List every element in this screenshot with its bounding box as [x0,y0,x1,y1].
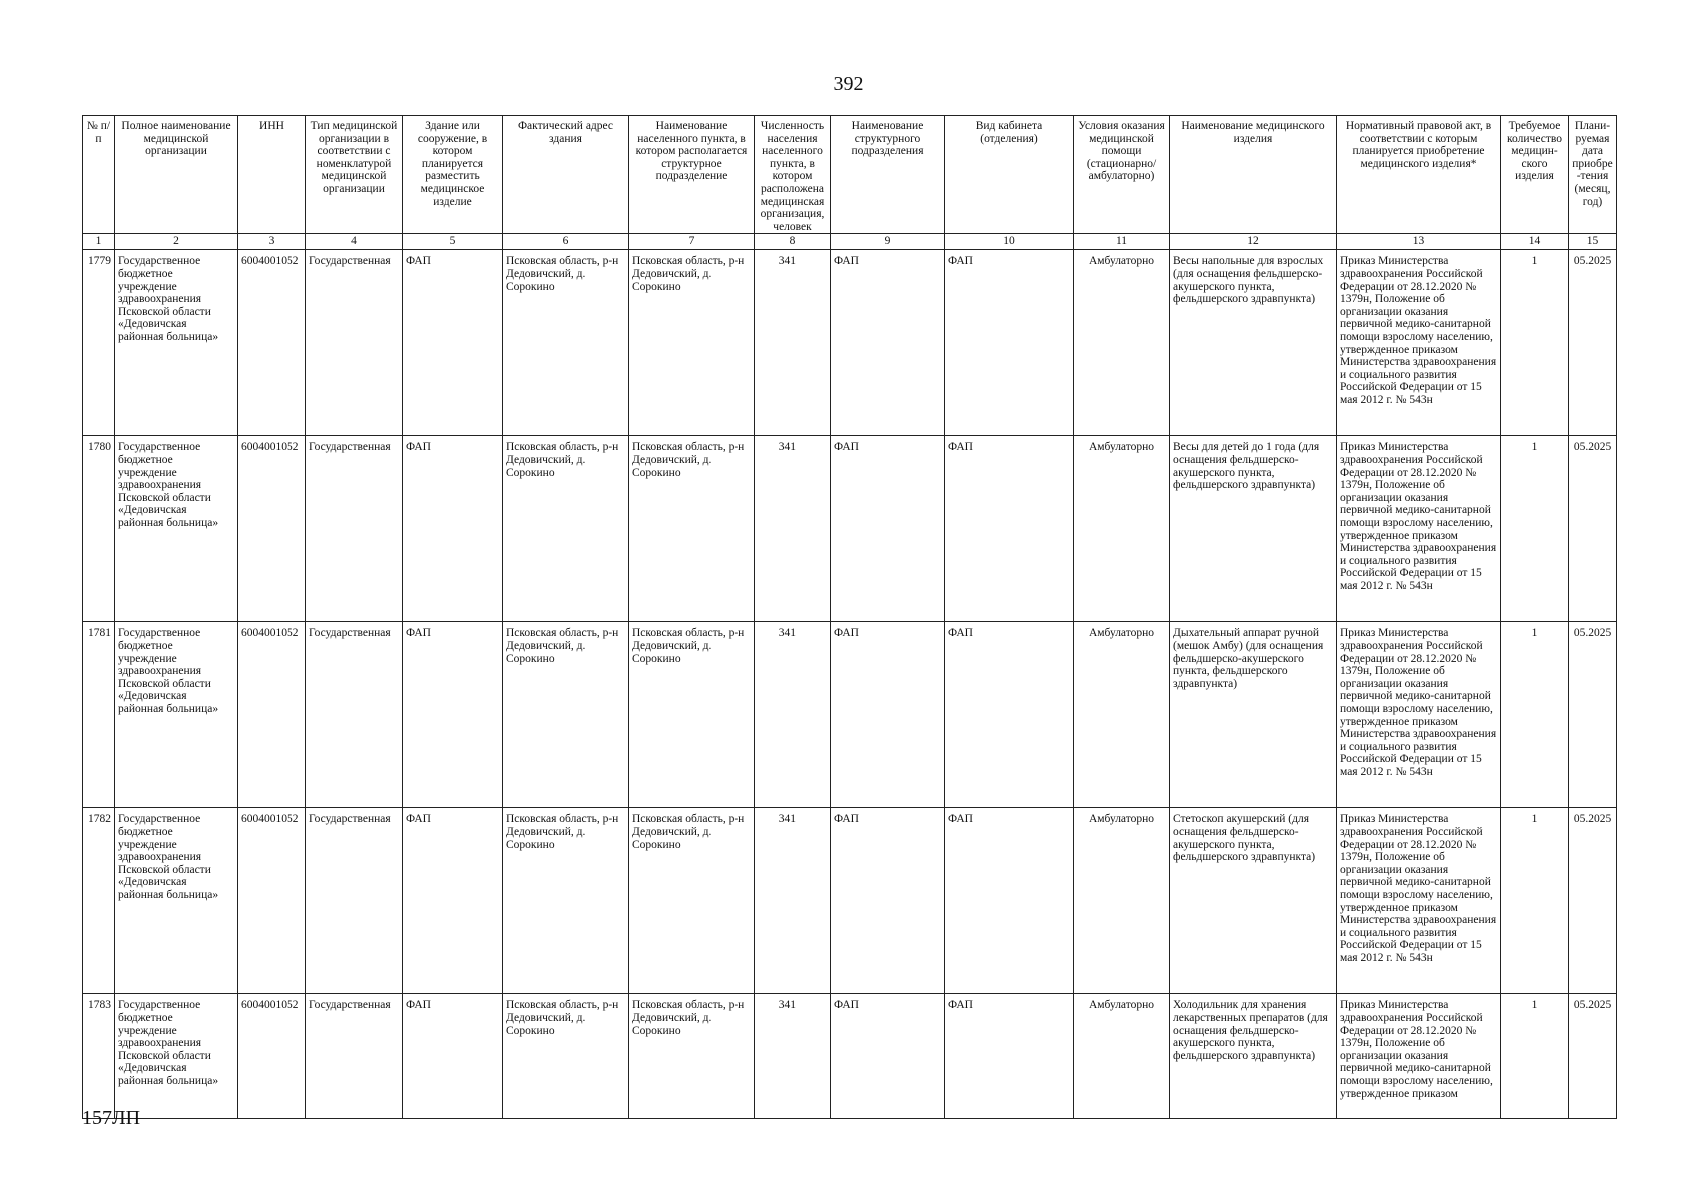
column-index: 6 [503,234,629,250]
table-row [83,994,1617,1119]
organization-name-cell: Государственное бюджетное учреждение здравоохранения Псковской области «Дедовичская районная больница» [115,436,238,622]
organization-type-cell: Государственная [306,436,403,622]
population-cell: 341 [755,808,831,994]
column-index-row [83,234,1617,250]
cabinet-type-cell: ФАП [945,622,1074,808]
legal-act-cell: Приказ Министерства здравоохранения Российской Федерации от 28.12.2020 № 1379н, Положение об организации оказания первичной медико-санитарной помощи взрослому населению, утвержденное приказом Министерства здравоохранения и социального развития Российской Федерации от 15 мая 2012 г. № 543н [1337,808,1501,994]
settlement-cell: Псковская область, р-н Дедовичский, д. Сорокино [629,808,755,994]
page-number: 392 [833,73,864,95]
cabinet-type-cell: ФАП [945,994,1074,1119]
building-cell: ФАП [403,994,503,1119]
column-index: 2 [115,234,238,250]
address-cell: Псковская область, р-н Дедовичский, д. Сорокино [503,436,629,622]
legal-act-cell: Приказ Министерства здравоохранения Российской Федерации от 28.12.2020 № 1379н, Положение об организации оказания первичной медико-санитарной помощи взрослому населению, утвержденное приказом [1337,994,1501,1119]
care-conditions-cell: Амбулаторно [1074,622,1170,808]
column-index: 8 [755,234,831,250]
column-index: 1 [83,234,115,250]
purchase-date-cell: 05.2025 [1569,808,1617,994]
population-cell: 341 [755,250,831,436]
column-index: 13 [1337,234,1501,250]
row-number-cell: 1782 [83,808,115,994]
column-index: 4 [306,234,403,250]
header-cell-conditions: Условия оказания медицинской помощи (стационарно/ амбулаторно) [1074,116,1170,234]
cabinet-type-cell: ФАП [945,250,1074,436]
structural-unit-cell: ФАП [831,250,945,436]
structural-unit-cell: ФАП [831,436,945,622]
care-conditions-cell: Амбулаторно [1074,436,1170,622]
organization-name-cell: Государственное бюджетное учреждение здравоохранения Псковской области «Дедовичская районная больница» [115,994,238,1119]
purchase-date-cell: 05.2025 [1569,622,1617,808]
cabinet-type-cell: ФАП [945,808,1074,994]
organization-name-cell: Государственное бюджетное учреждение здравоохранения Псковской области «Дедовичская районная больница» [115,808,238,994]
medical-device-cell: Стетоскоп акушерский (для оснащения фельдшерско-акушерского пункта, фельдшерского здравпункта) [1170,808,1337,994]
purchase-date-cell: 05.2025 [1569,250,1617,436]
table-row [83,436,1617,622]
population-cell: 341 [755,994,831,1119]
header-cell-unit: Наименование структурного подразделения [831,116,945,234]
structural-unit-cell: ФАП [831,994,945,1119]
organization-name-cell: Государственное бюджетное учреждение здравоохранения Псковской области «Дедовичская районная больница» [115,250,238,436]
inn-cell: 6004001052 [238,250,306,436]
header-cell-type: Тип медицинской организации в соответствии с номенклатурой медицинской организации [306,116,403,234]
organization-type-cell: Государственная [306,808,403,994]
footer-code: 157ЛП [82,1107,141,1129]
column-index: 11 [1074,234,1170,250]
structural-unit-cell: ФАП [831,808,945,994]
medical-device-cell: Холодильник для хранения лекарственных препаратов (для оснащения фельдшерско-акушерского пункта, фельдшерского здравпункта) [1170,994,1337,1119]
header-cell-org: Полное наименование медицинской организации [115,116,238,234]
medical-device-cell: Дыхательный аппарат ручной (мешок Амбу) (для оснащения фельдшерско-акушерского пункта, фельдшерского здравпункта) [1170,622,1337,808]
organization-name-cell: Государственное бюджетное учреждение здравоохранения Псковской области «Дедовичская районная больница» [115,622,238,808]
row-number-cell: 1781 [83,622,115,808]
quantity-cell: 1 [1501,994,1569,1119]
table-row [83,250,1617,436]
purchase-date-cell: 05.2025 [1569,994,1617,1119]
care-conditions-cell: Амбулаторно [1074,250,1170,436]
population-cell: 341 [755,436,831,622]
building-cell: ФАП [403,622,503,808]
care-conditions-cell: Амбулаторно [1074,994,1170,1119]
table-body [83,234,1617,1119]
legal-act-cell: Приказ Министерства здравоохранения Российской Федерации от 28.12.2020 № 1379н, Положение об организации оказания первичной медико-санитарной помощи взрослому населению, утвержденное приказом Министерства здравоохранения и социального развития Российской Федерации от 15 мая 2012 г. № 543н [1337,622,1501,808]
inn-cell: 6004001052 [238,994,306,1119]
organization-type-cell: Государственная [306,994,403,1119]
inn-cell: 6004001052 [238,808,306,994]
structural-unit-cell: ФАП [831,622,945,808]
settlement-cell: Псковская область, р-н Дедовичский, д. Сорокино [629,994,755,1119]
table-row [83,808,1617,994]
column-index: 15 [1569,234,1617,250]
column-index: 5 [403,234,503,250]
table-row [83,622,1617,808]
header-cell-inn: ИНН [238,116,306,234]
column-index: 14 [1501,234,1569,250]
quantity-cell: 1 [1501,436,1569,622]
settlement-cell: Псковская область, р-н Дедовичский, д. Сорокино [629,436,755,622]
population-cell: 341 [755,622,831,808]
address-cell: Псковская область, р-н Дедовичский, д. Сорокино [503,250,629,436]
header-cell-device: Наименование медицинского изделия [1170,116,1337,234]
quantity-cell: 1 [1501,622,1569,808]
column-index: 10 [945,234,1074,250]
header-cell-quantity: Требуемое количество медицин-ского изделия [1501,116,1569,234]
header-cell-address: Фактический адрес здания [503,116,629,234]
header-cell-settlement: Наименование населенного пункта, в котором располагается структурное подразделение [629,116,755,234]
equipment-table [82,115,1617,1119]
header-cell-building: Здание или сооружение, в котором планируется разместить медицинское изделие [403,116,503,234]
medical-device-cell: Весы для детей до 1 года (для оснащения фельдшерско-акушерского пункта, фельдшерского здравпункта) [1170,436,1337,622]
table-header [83,116,1617,234]
header-cell-num: № п/п [83,116,115,234]
cabinet-type-cell: ФАП [945,436,1074,622]
column-index: 3 [238,234,306,250]
care-conditions-cell: Амбулаторно [1074,808,1170,994]
header-row [83,116,1617,234]
organization-type-cell: Государственная [306,250,403,436]
legal-act-cell: Приказ Министерства здравоохранения Российской Федерации от 28.12.2020 № 1379н, Положение об организации оказания первичной медико-санитарной помощи взрослому населению, утвержденное приказом Министерства здравоохранения и социального развития Российской Федерации от 15 мая 2012 г. № 543н [1337,250,1501,436]
column-index: 7 [629,234,755,250]
medical-device-cell: Весы напольные для взрослых (для оснащения фельдшерско-акушерского пункта, фельдшерского здравпункта) [1170,250,1337,436]
row-number-cell: 1780 [83,436,115,622]
settlement-cell: Псковская область, р-н Дедовичский, д. Сорокино [629,250,755,436]
organization-type-cell: Государственная [306,622,403,808]
quantity-cell: 1 [1501,250,1569,436]
building-cell: ФАП [403,808,503,994]
building-cell: ФАП [403,250,503,436]
building-cell: ФАП [403,436,503,622]
inn-cell: 6004001052 [238,436,306,622]
address-cell: Псковская область, р-н Дедовичский, д. Сорокино [503,808,629,994]
inn-cell: 6004001052 [238,622,306,808]
row-number-cell: 1779 [83,250,115,436]
column-index: 9 [831,234,945,250]
header-cell-act: Нормативный правовой акт, в соответствии с которым планируется приобретение медицинского изделия* [1337,116,1501,234]
settlement-cell: Псковская область, р-н Дедовичский, д. Сорокино [629,622,755,808]
column-index: 12 [1170,234,1337,250]
quantity-cell: 1 [1501,808,1569,994]
row-number-cell: 1783 [83,994,115,1119]
header-cell-population: Численность населения населенного пункта, в котором расположена медицинская организация, человек [755,116,831,234]
address-cell: Псковская область, р-н Дедовичский, д. Сорокино [503,622,629,808]
address-cell: Псковская область, р-н Дедовичский, д. Сорокино [503,994,629,1119]
purchase-date-cell: 05.2025 [1569,436,1617,622]
header-cell-cabinet: Вид кабинета (отделения) [945,116,1074,234]
legal-act-cell: Приказ Министерства здравоохранения Российской Федерации от 28.12.2020 № 1379н, Положение об организации оказания первичной медико-санитарной помощи взрослому населению, утвержденное приказом Министерства здравоохранения и социального развития Российской Федерации от 15 мая 2012 г. № 543н [1337,436,1501,622]
header-cell-date: Плани-руемая дата приобре-тения (месяц, год) [1569,116,1617,234]
